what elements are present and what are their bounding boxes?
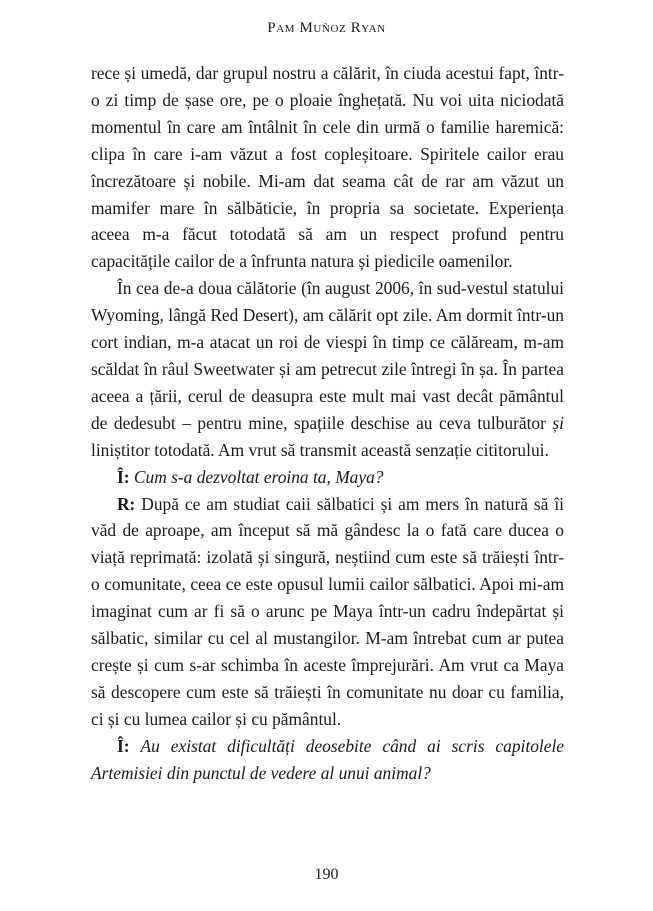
emphasis: și [552, 412, 564, 433]
paragraph-second-journey [91, 275, 564, 463]
question-1 [91, 464, 564, 491]
paragraph-text: liniștitor totodată. Am vrut să transmit această senzație cititorului. [91, 439, 549, 460]
running-head: Pam Muñoz Ryan [267, 20, 386, 36]
question-label: Î: [117, 735, 130, 756]
paragraph-text: În cea de-a doua călătorie (în august 2006, în sud-vestul statului Wyoming, lângă Red Desert), am călărit opt zile. Am dormit într-un cort indian, m-a atacat un roi de viespi în timp ce călăream, m-am scăldat în râul Sweetwater și am petrecut zile întregi în șa. În partea aceea a țării, cerul de deasupra este mult mai vast decât pământul de dedesubt – pentru mine, spațiile deschise au ceva tulburător [91, 278, 564, 433]
body-text [91, 60, 564, 786]
question-text: Cum s-a dezvoltat eroina ta, Maya? [133, 466, 384, 487]
answer-label: R: [117, 493, 136, 514]
answer-text: După ce am studiat caii sălbatici și am mers în natură să îi văd de aproape, am început să mă gândesc la o fată care ducea o viață reprimată: izolată și singură, neștiind cum este să trăiești într-o comunitate, ceea ce este opusul lumii cailor sălbatici. Apoi mi-am imaginat cum ar fi să o arunc pe Maya într-un cadru îndepărtat și sălbatic, similar cu cel al mustangilor. M-am întrebat cum ar putea crește și cum s-ar schimba în aceste împrejurări. Am vrut ca Maya să descopere cum este să trăiești în comunitate nu doar cu familia, ci și cu lumea cailor și cu pământul. [91, 493, 564, 729]
answer-1 [91, 491, 564, 733]
paragraph-continued: rece și umedă, dar grupul nostru a călărit, în ciuda acestui fapt, într-o zi timp de șase ore, pe o ploaie înghețată. Nu voi uita niciodată momentul în care am întâlnit în cele din urmă o familie haremică: clipa în care i-am văzut a fost copleșitoare. Spiritele cailor erau încrezătoare și nobile. Mi-am dat seama cât de rar am văzut un mamifer mare în sălbăticie, în propria sa societate. Experiența aceea m-a făcut totodată să am un respect profund pentru capacitățile cailor de a înfrunta natura și piedicile oamenilor. [91, 63, 564, 272]
question-label: Î: [117, 466, 130, 487]
question-2 [91, 733, 564, 787]
question-text: Au existat dificultăți deosebite când ai scris capitolele Artemisiei din punctul de vedere al unui animal? [91, 735, 564, 783]
page-number: 190 [314, 866, 339, 883]
